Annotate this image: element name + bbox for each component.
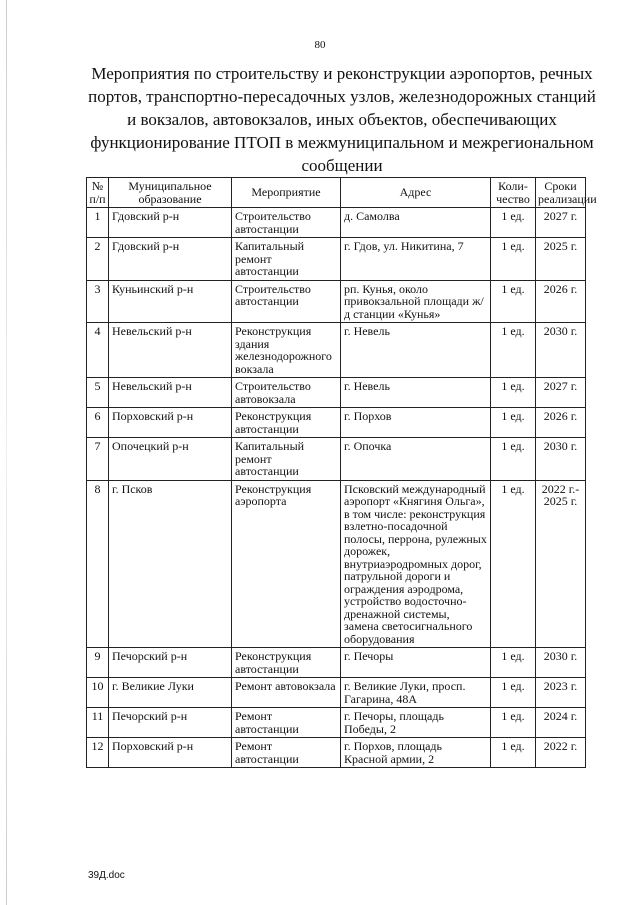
quantity-cell: 1 ед.	[491, 648, 536, 678]
municipality-cell: Невельский р-н	[109, 378, 232, 408]
municipality-cell: Порховский р-н	[109, 738, 232, 768]
municipality-cell: Гдовский р-н	[109, 238, 232, 281]
address-cell: г. Невель	[341, 323, 491, 378]
municipality-cell: Порховский р-н	[109, 408, 232, 438]
table-row	[87, 323, 586, 378]
row-number: 12	[87, 738, 109, 768]
municipality-cell: Печорский р-н	[109, 708, 232, 738]
address-cell: г. Опочка	[341, 438, 491, 481]
row-number: 9	[87, 648, 109, 678]
address-cell: г. Невель	[341, 378, 491, 408]
header-num: № п/п	[87, 178, 109, 208]
table-row	[87, 480, 586, 648]
event-cell: Ремонт автостанции	[232, 738, 341, 768]
header-period: Сроки реализации	[536, 178, 586, 208]
event-cell: Ремонт автовокзала	[232, 678, 341, 708]
address-cell: д. Самолва	[341, 208, 491, 238]
event-cell: Реконструкция здания железнодорожного вокзала	[232, 323, 341, 378]
quantity-cell: 1 ед.	[491, 408, 536, 438]
municipality-cell: Невельский р-н	[109, 323, 232, 378]
event-cell: Реконструкция аэропорта	[232, 480, 341, 648]
quantity-cell: 1 ед.	[491, 208, 536, 238]
address-cell: г. Порхов, площадь Красной армии, 2	[341, 738, 491, 768]
table-row	[87, 238, 586, 281]
table-row	[87, 408, 586, 438]
row-number: 5	[87, 378, 109, 408]
event-cell: Строительство автостанции	[232, 280, 341, 323]
period-cell: 2022 г.	[536, 738, 586, 768]
quantity-cell: 1 ед.	[491, 738, 536, 768]
row-number: 11	[87, 708, 109, 738]
address-cell: рп. Кунья, около привокзальной площади ж/д станции «Кунья»	[341, 280, 491, 323]
event-cell: Строительство автовокзала	[232, 378, 341, 408]
header-address: Адрес	[341, 178, 491, 208]
table-header-row	[87, 178, 586, 208]
scan-edge-line	[6, 0, 7, 905]
quantity-cell: 1 ед.	[491, 323, 536, 378]
address-cell: г. Порхов	[341, 408, 491, 438]
event-cell: Реконструкция автостанции	[232, 408, 341, 438]
row-number: 10	[87, 678, 109, 708]
quantity-cell: 1 ед.	[491, 480, 536, 648]
municipality-cell: г. Псков	[109, 480, 232, 648]
period-cell: 2030 г.	[536, 648, 586, 678]
event-cell: Реконструкция автостанции	[232, 648, 341, 678]
event-cell: Строительство автостанции	[232, 208, 341, 238]
footer-filename: 39Д.doc	[88, 870, 125, 881]
row-number: 4	[87, 323, 109, 378]
header-quantity: Коли-чество	[491, 178, 536, 208]
events-table	[86, 177, 597, 768]
table-row	[87, 208, 586, 238]
table-row	[87, 708, 586, 738]
table-row	[87, 280, 586, 323]
address-cell: г. Гдов, ул. Никитина, 7	[341, 238, 491, 281]
period-cell: 2027 г.	[536, 208, 586, 238]
period-cell: 2030 г.	[536, 438, 586, 481]
event-cell: Капитальный ремонт автостанции	[232, 238, 341, 281]
table-body	[87, 208, 586, 768]
quantity-cell: 1 ед.	[491, 438, 536, 481]
municipality-cell: Печорский р-н	[109, 648, 232, 678]
event-cell: Ремонт автостанции	[232, 708, 341, 738]
period-cell: 2026 г.	[536, 408, 586, 438]
table-row	[87, 738, 586, 768]
row-number: 7	[87, 438, 109, 481]
period-cell: 2026 г.	[536, 280, 586, 323]
row-number: 1	[87, 208, 109, 238]
quantity-cell: 1 ед.	[491, 280, 536, 323]
address-cell: г. Великие Луки, просп. Гагарина, 48А	[341, 678, 491, 708]
table-row	[87, 678, 586, 708]
municipality-cell: Гдовский р-н	[109, 208, 232, 238]
document-title: Мероприятия по строительству и реконструкции аэропортов, речных портов, транспортно-пересадочных узлов, железнодорожных станций и вокзалов, автовокзалов, иных объектов, обеспечивающих функционирование ПТОП в межмуниципальном и межрегиональном сообщении	[88, 64, 596, 175]
table-row	[87, 648, 586, 678]
period-cell: 2022 г.- 2025 г.	[536, 480, 586, 648]
table-row	[87, 438, 586, 481]
event-cell: Капитальный ремонт автостанции	[232, 438, 341, 481]
page-number: 80	[314, 39, 326, 51]
municipality-cell: Куньинский р-н	[109, 280, 232, 323]
header-municipality: Муниципальное образование	[109, 178, 232, 208]
quantity-cell: 1 ед.	[491, 708, 536, 738]
municipality-cell: Опочецкий р-н	[109, 438, 232, 481]
period-cell: 2024 г.	[536, 708, 586, 738]
municipality-cell: г. Великие Луки	[109, 678, 232, 708]
table-row	[87, 378, 586, 408]
period-cell: 2025 г.	[536, 238, 586, 281]
address-cell: г. Печоры, площадь Победы, 2	[341, 708, 491, 738]
address-cell: Псковский международный аэропорт «Княгиня Ольга», в том числе: реконструкция взлетно-посадочной полосы, перрона, рулежных дорожек, внутриаэродромных дорог, патрульной дороги и ограждения аэродрома, устройство водосточно-дренажной системы, замена светосигнального оборудования	[341, 480, 491, 648]
row-number: 8	[87, 480, 109, 648]
quantity-cell: 1 ед.	[491, 378, 536, 408]
row-number: 6	[87, 408, 109, 438]
quantity-cell: 1 ед.	[491, 678, 536, 708]
quantity-cell: 1 ед.	[491, 238, 536, 281]
period-cell: 2023 г.	[536, 678, 586, 708]
period-cell: 2027 г.	[536, 378, 586, 408]
address-cell: г. Печоры	[341, 648, 491, 678]
row-number: 3	[87, 280, 109, 323]
period-cell: 2030 г.	[536, 323, 586, 378]
header-event: Мероприятие	[232, 178, 341, 208]
row-number: 2	[87, 238, 109, 281]
